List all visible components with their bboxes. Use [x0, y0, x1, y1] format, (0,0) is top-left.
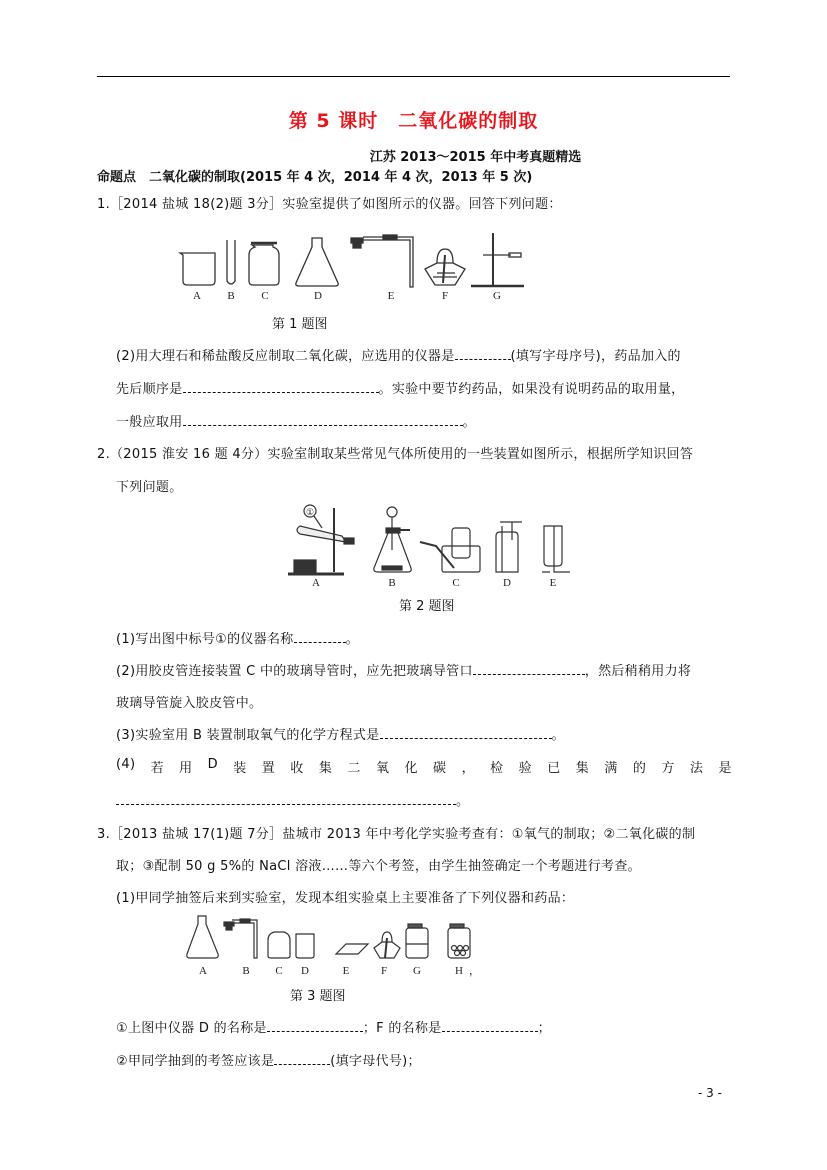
q2-part4-line1	[116, 757, 732, 776]
q3-fig-label: F	[380, 965, 388, 977]
stopper-tube-icon	[224, 919, 257, 958]
q2-figure-caption: 第 2 题图	[399, 599, 455, 614]
q1-fig-label: E	[387, 290, 395, 302]
answer-blank[interactable]	[274, 1052, 330, 1065]
q2-part4-char: 方	[661, 761, 675, 776]
answer-blank[interactable]	[294, 630, 346, 643]
lesson-title: 第 5 课时 二氧化碳的制取	[288, 110, 539, 132]
q3-fig-label: G	[413, 965, 421, 977]
q3-stem-line2: 取；③配制 50 g 5%的 NaCl 溶液……等六个考签，由学生抽签确定一个考题进行考查。	[116, 859, 641, 874]
q2-part2-line2: 玻璃导管旋入胶皮管中。	[116, 696, 263, 711]
q2-part4-char: 化	[404, 761, 418, 776]
conical-flask-icon	[296, 238, 338, 286]
alcohol-lamp-icon	[425, 249, 465, 285]
q2-stem-line1: 2.（2015 淮安 16 题 4分）实验室制取某些常见气体所使用的一些装置如图所示，根据所学知识回答	[97, 447, 694, 462]
conical-flask-icon	[187, 916, 218, 958]
q2-part4-char: 用	[179, 761, 193, 776]
water-trough-icon	[420, 528, 480, 572]
q1-fig-label: F	[441, 290, 449, 302]
iron-stand-icon	[471, 233, 524, 286]
answer-blank[interactable]	[183, 413, 463, 426]
q2-part4-char: 置	[261, 761, 276, 776]
q3-figure	[186, 912, 486, 978]
q2-figure	[286, 500, 576, 590]
q2-part4-char: 满	[604, 761, 618, 776]
answer-blank[interactable]	[116, 792, 456, 805]
q3-fig-label: A	[199, 965, 207, 977]
q2-part2-line1: (2)用胶皮管连接装置 C 中的玻璃导管时，应先把玻璃导管口 ，然后稍稍用力将	[116, 664, 692, 679]
q2-fig-label: E	[549, 577, 557, 589]
q2-fig-label: A	[312, 577, 320, 589]
collection-bottle-e-icon	[542, 526, 570, 572]
q2-part4-char: 检	[490, 761, 504, 776]
alcohol-lamp-icon	[374, 932, 400, 958]
q2-part4-char: 的	[632, 761, 647, 776]
q1-part2-line1: (2)用大理石和稀盐酸反应制取二氧化碳，应选用的仪器是 (填写字母序号)，药品加入的	[116, 349, 681, 364]
q2-part4-char: 碳	[433, 761, 447, 776]
stopper-tube-icon	[351, 235, 413, 287]
q3-fig-label: B	[242, 965, 250, 977]
q2-part4-line2: 。	[116, 790, 469, 809]
gas-jar-icon	[268, 932, 290, 958]
q1-fig-label: A	[193, 290, 201, 302]
q2-part4-char: (4)	[116, 757, 136, 772]
q3-figure-caption: 第 3 题图	[290, 989, 346, 1004]
q3-part1: (1)甲同学抽签后来到实验室，发现本组实验桌上主要准备了下列仪器和药品：	[116, 891, 575, 906]
q1-figure-caption: 第 1 题图	[272, 317, 328, 332]
q2-part4-char: 装	[233, 761, 247, 776]
q3-fig-label: C	[275, 965, 283, 977]
q2-part4-char: 集	[575, 761, 590, 776]
topic-heading: 命题点 二氧化碳的制取(2015 年 4 次，2014 年 4 次，2013 年 5 次)	[97, 170, 533, 185]
q2-part4-char: 二	[347, 761, 361, 776]
q2-part3: (3)实验室用 B 装置制取氧气的化学方程式是 。	[116, 728, 565, 743]
q1-fig-label: C	[261, 290, 269, 302]
q2-fig-label: D	[503, 577, 511, 589]
q1-fig-label: D	[314, 290, 322, 302]
q2-fig-marker: ①	[305, 507, 315, 517]
q2-part4-char: 验	[518, 761, 532, 776]
q2-part1: (1)写出图中标号①的仪器名称 。	[116, 632, 359, 647]
heating-apparatus-icon	[288, 505, 354, 574]
q2-part4-char: 氧	[375, 761, 390, 776]
answer-blank[interactable]	[473, 662, 585, 675]
q3-fig-label: D	[301, 965, 309, 977]
q2-part4-char: ，	[461, 761, 475, 776]
header-rule	[97, 76, 730, 77]
q3-fig-trailing: ，	[469, 965, 480, 977]
gas-jar-icon	[249, 243, 279, 285]
answer-blank[interactable]	[267, 1019, 363, 1032]
q3-sub2: ②甲同学抽到的考签应该是 (填字母代号)；	[116, 1054, 421, 1069]
q2-part4-char: 若	[150, 761, 164, 776]
q1-fig-label: G	[493, 290, 501, 302]
q1-figure	[175, 225, 525, 305]
flask-funnel-icon	[374, 507, 411, 572]
q2-fig-label: B	[388, 577, 396, 589]
q2-part4-char: D	[207, 757, 218, 772]
q2-stem-line2: 下列问题。	[116, 480, 183, 495]
q2-fig-label: C	[452, 577, 460, 589]
beaker-icon	[296, 934, 314, 958]
q3-stem-line1: 3.［2013 盐城 17(1)题 7分］盐城市 2013 年中考化学实验考查有：①氧气的制取；②二氧化碳的制	[97, 827, 696, 842]
answer-blank[interactable]	[380, 726, 552, 739]
q3-fig-label: E	[342, 965, 350, 977]
q3-sub1: ①上图中仪器 D 的名称是 ；F 的名称是 ；	[116, 1021, 551, 1036]
q2-part4-char: 已	[547, 761, 561, 776]
q2-part4-char: 集	[318, 761, 333, 776]
section-subtitle: 江苏 2013～2015 年中考真题精选	[369, 150, 582, 165]
reagent-bottle-g-icon	[406, 924, 428, 958]
beaker-icon	[180, 253, 215, 285]
q3-fig-label: H	[455, 965, 463, 977]
q2-part4-char: 法	[689, 761, 704, 776]
collection-bottle-d-icon	[496, 522, 522, 572]
q1-part2-line2: 先后顺序是 。实验中要节约药品，如果没有说明药品的取用量，	[116, 382, 685, 397]
answer-blank[interactable]	[455, 347, 511, 360]
page-number: - 3 -	[698, 1086, 722, 1100]
answer-blank[interactable]	[442, 1019, 538, 1032]
test-tube-icon	[227, 240, 235, 284]
q1-part2-line3: 一般应取用 。	[116, 415, 476, 430]
q1-fig-label: B	[227, 290, 235, 302]
reagent-bottle-h-icon	[448, 924, 470, 958]
glass-plate-icon	[336, 944, 368, 954]
answer-blank[interactable]	[183, 380, 379, 393]
q2-part4-char: 是	[718, 761, 732, 776]
q1-stem: 1.［2014 盐城 18(2)题 3分］实验室提供了如图所示的仪器。回答下列问题：	[97, 197, 562, 212]
q2-part4-char: 收	[290, 761, 304, 776]
